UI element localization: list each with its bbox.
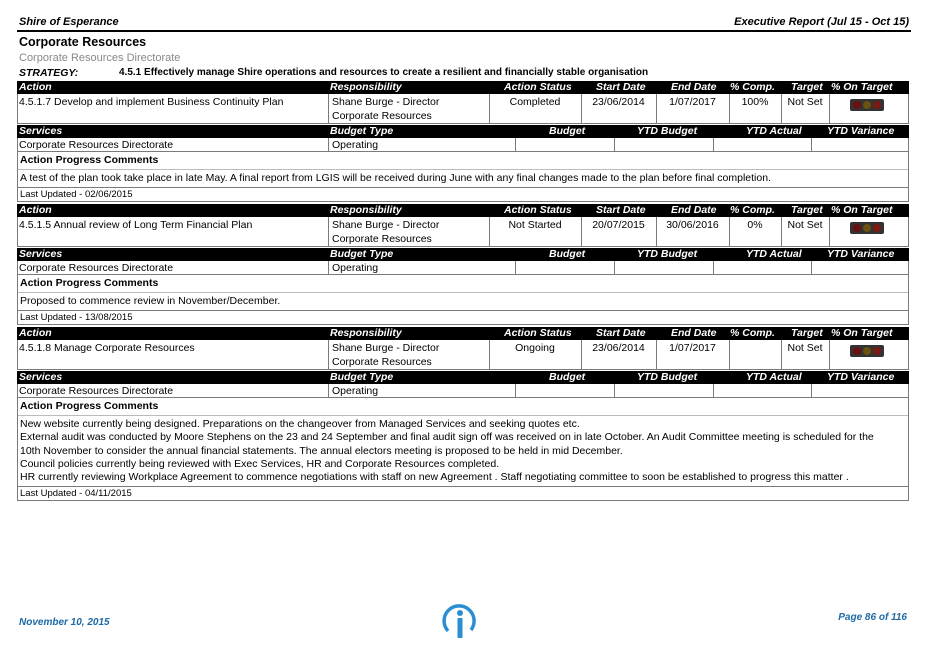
strategy-text: 4.5.1 Effectively manage Shire operations and resources to create a resilient and financially stable organisation	[119, 67, 649, 78]
col-comp: % Comp.	[730, 204, 775, 216]
comments-body	[18, 170, 908, 187]
last-updated: Last Updated - 04/11/2015	[18, 486, 908, 500]
action-end-date: 30/06/2016	[666, 219, 719, 231]
col-responsibility: Responsibility	[330, 204, 402, 216]
service-name: Corporate Resources Directorate	[19, 385, 174, 397]
col-start-date: Start Date	[596, 204, 646, 216]
comment-line: 10th November to consider the annual financial statements. The annual electors meeting is proposed to be held in mid December.	[20, 444, 623, 457]
report-title: Executive Report (Jul 15 - Oct 15)	[734, 16, 909, 28]
last-updated: Last Updated - 02/06/2015	[18, 187, 908, 201]
services-row	[17, 384, 909, 398]
col-budget-type: Budget Type	[330, 248, 394, 260]
action-target: Not Set	[787, 219, 823, 231]
col-target: Target	[791, 81, 823, 93]
comment-line: HR currently reviewing Workplace Agreement to commence negotiations with staff on new Agreement . Staff negotiating committee to soon be established to progress this matter .	[20, 471, 849, 484]
col-target: Target	[791, 327, 823, 339]
col-ytd-variance: YTD Variance	[827, 248, 895, 260]
services-header-bar	[17, 371, 909, 384]
col-end-date: End Date	[671, 204, 717, 216]
comment-line: Proposed to commence review in November/December.	[20, 295, 281, 307]
footer-date: November 10, 2015	[19, 617, 110, 628]
col-budget: Budget	[549, 125, 586, 137]
action-start-date: 23/06/2014	[592, 96, 645, 108]
action-status: Completed	[509, 96, 561, 108]
col-start-date: Start Date	[596, 327, 646, 339]
section-subtitle: Corporate Resources Directorate	[19, 52, 181, 64]
service-name: Corporate Resources Directorate	[19, 139, 174, 151]
col-action: Action	[19, 81, 52, 93]
col-ytd-actual: YTD Actual	[746, 371, 802, 383]
comments-title: Action Progress Comments	[18, 398, 908, 416]
action-responsibility-line1: Shane Burge - Director	[332, 219, 440, 231]
col-on-target: % On Target	[831, 204, 893, 216]
action-responsibility-line2: Corporate Resources	[332, 110, 432, 122]
service-budget-type: Operating	[332, 139, 379, 151]
organisation-name: Shire of Esperance	[19, 16, 119, 28]
section-title: Corporate Resources	[19, 35, 147, 49]
action-name: 4.5.1.5 Annual review of Long Term Financial Plan	[19, 219, 253, 231]
col-action-status: Action Status	[504, 204, 572, 216]
action-status: Not Started	[508, 219, 562, 231]
action-end-date: 1/07/2017	[669, 342, 716, 354]
comments-body	[18, 293, 908, 310]
header-divider	[17, 30, 911, 32]
action-header-bar	[17, 204, 909, 217]
col-budget-type: Budget Type	[330, 371, 394, 383]
col-action: Action	[19, 204, 52, 216]
col-end-date: End Date	[671, 327, 717, 339]
comments-body	[18, 416, 908, 486]
services-row	[17, 138, 909, 152]
col-ytd-actual: YTD Actual	[746, 125, 802, 137]
col-responsibility: Responsibility	[330, 327, 402, 339]
col-end-date: End Date	[671, 81, 717, 93]
action-header-bar	[17, 81, 909, 94]
col-ytd-variance: YTD Variance	[827, 371, 895, 383]
col-on-target: % On Target	[831, 327, 893, 339]
col-ytd-actual: YTD Actual	[746, 248, 802, 260]
col-services: Services	[19, 371, 63, 383]
action-row	[17, 340, 909, 370]
comment-line: A test of the plan took take place in late May. A final report from LGIS will be received during June with any final changes made to the plan before final completion.	[20, 172, 771, 184]
action-header-bar	[17, 327, 909, 340]
col-on-target: % On Target	[831, 81, 893, 93]
services-header-bar	[17, 248, 909, 261]
traffic-light-icon	[850, 345, 884, 357]
last-updated: Last Updated - 13/08/2015	[18, 310, 908, 324]
col-ytd-budget: YTD Budget	[637, 371, 698, 383]
col-responsibility: Responsibility	[330, 81, 402, 93]
col-ytd-variance: YTD Variance	[827, 125, 895, 137]
col-target: Target	[791, 204, 823, 216]
action-responsibility-line1: Shane Burge - Director	[332, 96, 440, 108]
col-ytd-budget: YTD Budget	[637, 125, 698, 137]
col-start-date: Start Date	[596, 81, 646, 93]
comment-line: New website currently being designed. Preparations on the changeover from Managed Services and seeking quotes etc.	[20, 418, 580, 430]
action-row	[17, 94, 909, 124]
col-budget: Budget	[549, 371, 586, 383]
service-name: Corporate Resources Directorate	[19, 262, 174, 274]
action-target: Not Set	[787, 342, 823, 354]
col-comp: % Comp.	[730, 327, 775, 339]
col-budget: Budget	[549, 248, 586, 260]
action-target: Not Set	[787, 96, 823, 108]
action-block	[17, 81, 909, 202]
action-end-date: 1/07/2017	[669, 96, 716, 108]
services-header-bar	[17, 125, 909, 138]
col-services: Services	[19, 248, 63, 260]
action-row	[17, 217, 909, 247]
action-responsibility-line2: Corporate Resources	[332, 233, 432, 245]
action-progress-comments	[17, 152, 909, 202]
col-ytd-budget: YTD Budget	[637, 248, 698, 260]
action-start-date: 23/06/2014	[592, 342, 645, 354]
strategy-label: STRATEGY:	[19, 67, 79, 79]
col-action: Action	[19, 327, 52, 339]
services-row	[17, 261, 909, 275]
col-budget-type: Budget Type	[330, 125, 394, 137]
comments-title: Action Progress Comments	[18, 152, 908, 170]
action-responsibility-line1: Shane Burge - Director	[332, 342, 440, 354]
col-services: Services	[19, 125, 63, 137]
action-status: Ongoing	[515, 342, 555, 354]
action-percent-complete: 0%	[747, 219, 763, 231]
action-percent-complete: 100%	[741, 96, 769, 108]
action-block	[17, 327, 909, 501]
action-start-date: 20/07/2015	[592, 219, 645, 231]
service-budget-type: Operating	[332, 262, 379, 274]
action-responsibility-line2: Corporate Resources	[332, 356, 432, 368]
col-comp: % Comp.	[730, 81, 775, 93]
service-budget-type: Operating	[332, 385, 379, 397]
footer-page-number: Page 86 of 116	[838, 612, 907, 623]
comment-line: External audit was conducted by Moore Stephens on the 23 and 24 September and final audit sign off was received on in late October. An Audit Committee meeting is scheduled for the	[20, 431, 874, 444]
comments-title: Action Progress Comments	[18, 275, 908, 293]
action-block	[17, 204, 909, 325]
col-action-status: Action Status	[504, 327, 572, 339]
action-progress-comments	[17, 398, 909, 501]
action-name: 4.5.1.7 Develop and implement Business Continuity Plan	[19, 96, 284, 108]
logo-icon	[440, 604, 478, 640]
action-progress-comments	[17, 275, 909, 325]
traffic-light-icon	[850, 222, 884, 234]
col-action-status: Action Status	[504, 81, 572, 93]
action-name: 4.5.1.8 Manage Corporate Resources	[19, 342, 195, 354]
traffic-light-icon	[850, 99, 884, 111]
comment-line: Council policies currently being reviewed with Exec Services, HR and Corporate Resources completed.	[20, 457, 500, 470]
